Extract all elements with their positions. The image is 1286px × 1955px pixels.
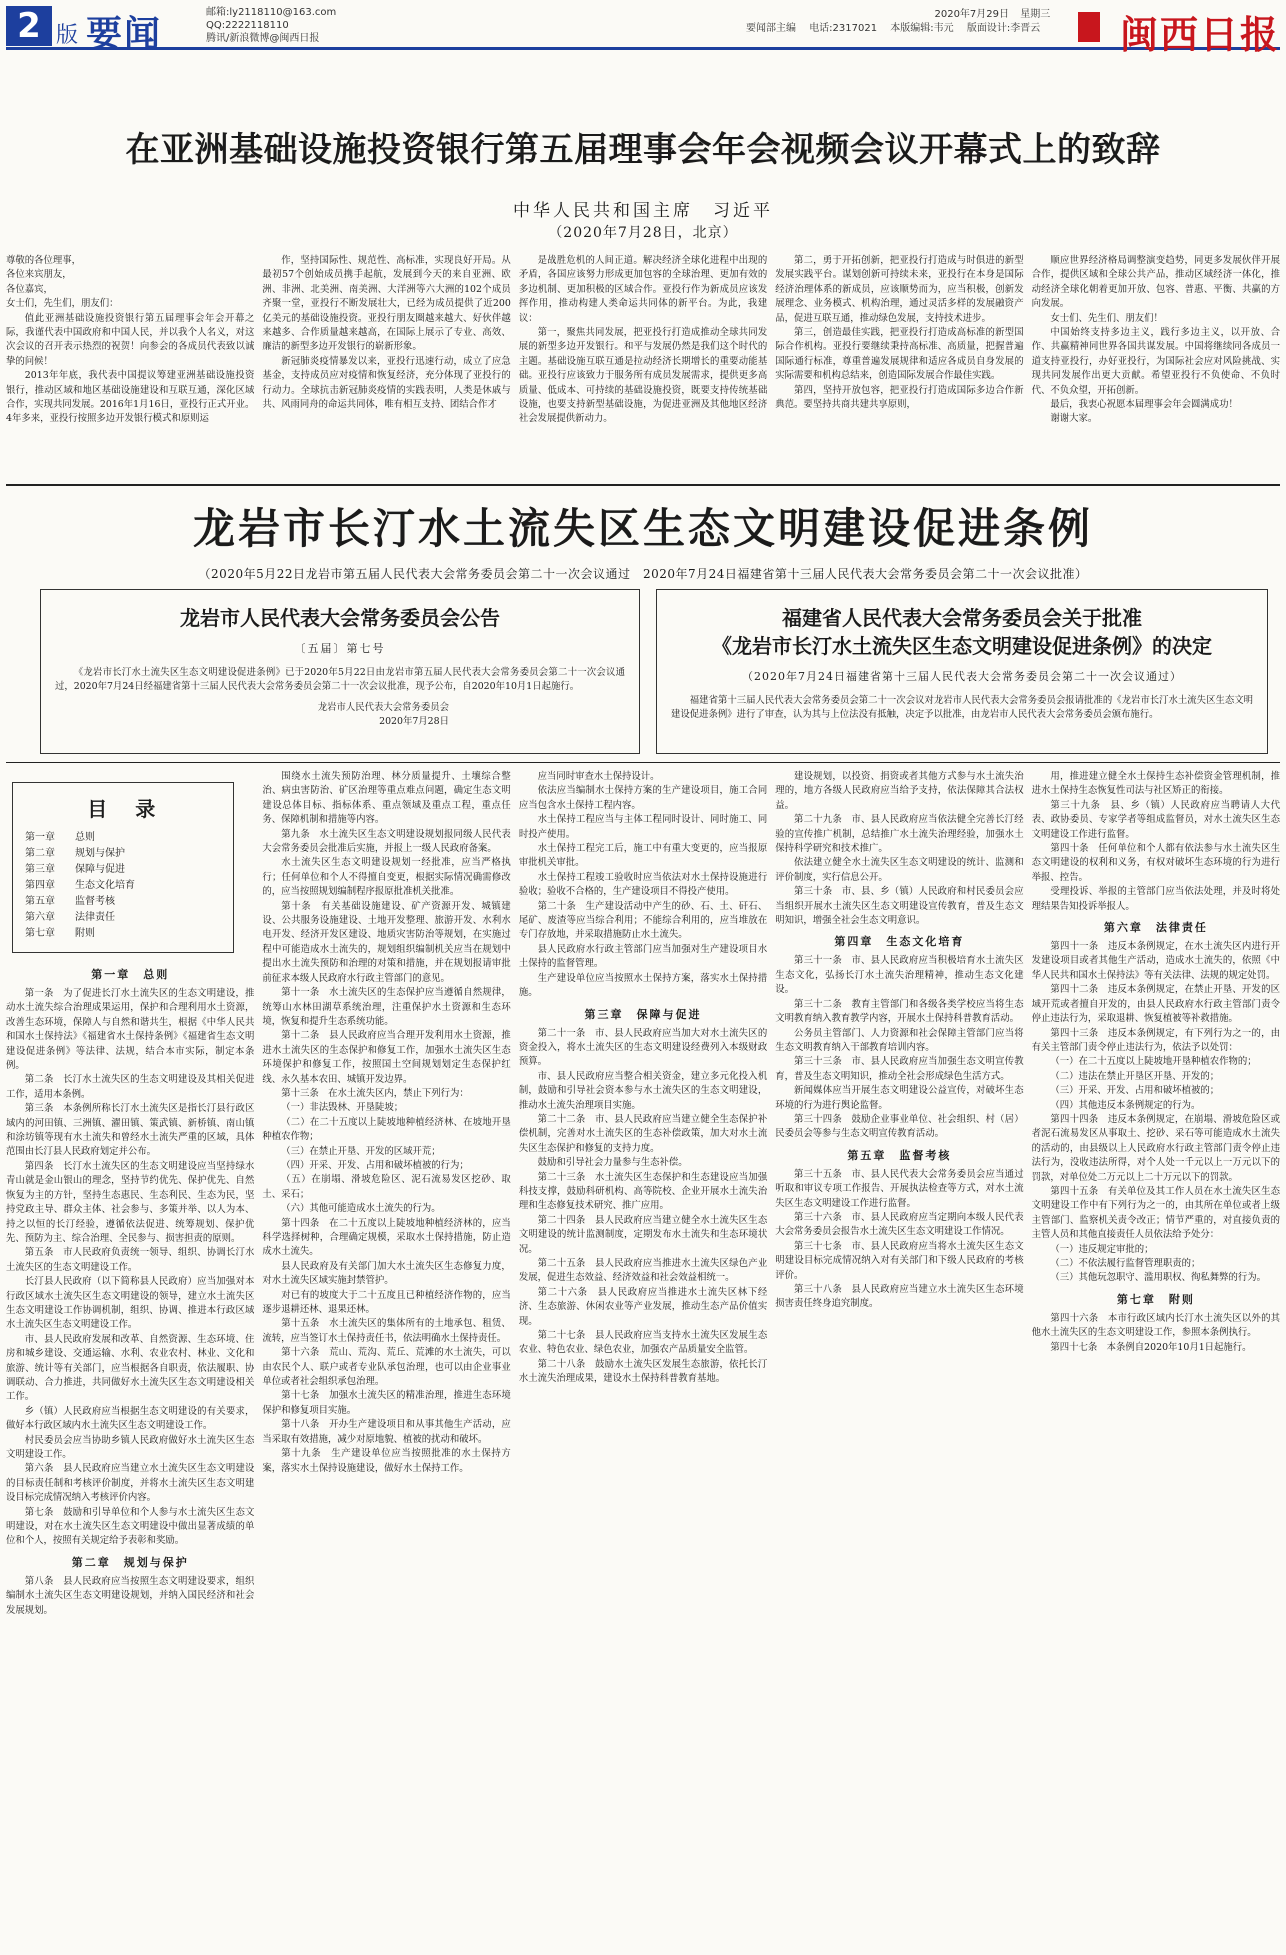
article1-byline: 中华人民共和国主席 习近平 [513,201,773,221]
regulation-column [6,770,254,1950]
toc-item-name: 法律责任 [75,912,115,923]
contact-email: 邮箱:ly2118110@163.com [206,7,337,18]
article-paragraph: 乡（镇）人民政府应当根据生态文明建设的有关要求，做好本行政区域内水土流失区生态文明建设工作。 [6,1405,255,1432]
toc-item-number: 第三章 [25,864,55,875]
speech-column [6,254,254,478]
notice-right-title-2: 《龙岩市长汀水土流失区生态文明建设促进条例》的决定 [712,634,1212,658]
article2-passline: （2020年5月22日龙岩市第五届人民代表大会常务委员会第二十一次会议通过 2020年7月24日福建省第十三届人民代表大会常务委员会第二十一次会议批准） [198,567,1088,581]
article-paragraph: 第六条 县人民政府应当建立水土流失区生态文明建设的目标责任制和考核评价制度，并将水土流失区生态文明建设目标完成情况纳入考核评价内容。 [6,1463,255,1504]
article-paragraph: 用，推进建立健全水土保持生态补偿资金管理机制，推进水土保持生态恢复性司法与社区矫正的衔接。 [1031,771,1281,797]
article-paragraph: 第十九条 生产建设单位应当按照批准的水土保持方案，落实水土保持设施建设，做好水土保持工作。 [262,1448,511,1474]
article-paragraph: 对已有的坡度大于二十五度且已种植经济作物的，应当逐步退耕还林、退果还林。 [262,1289,511,1316]
logo-mark-icon [1078,12,1100,42]
notice-right-sub: （2020年7月24日福建省第十三届人民代表大会常务委员会第二十一次会议通过） [742,670,1182,683]
paragraph: 2013年年底，我代表中国提议筹建亚洲基础设施投资银行，推动区域和地区基础设施建设和互联互通，深化区域合作，实现共同发展。2016年1月16日，亚投行正式开业。4年多来，亚投行按照多边开发银行模式和原则运 [6,370,255,425]
article-paragraph: 水土保持工程竣工验收时应当依法对水土保持设施进行验收；验收不合格的，生产建设项目不得投产使用。 [518,871,768,898]
article-paragraph: 县人民政府及有关部门加大水土流失区生态修复力度，对水土流失区域实施封禁管护。 [262,1260,511,1287]
paragraph: 第一，聚焦共同发展，把亚投行打造成推动全球共同发展的新型多边开发银行。和平与发展仍然是我们这个时代的主题。基础设施互联互通是拉动经济长期增长的重要动能基础。亚投行应该致力于服务所有成员发展需求，提供更多高质量、低成本、可持续的基础设施投资，既要支持传统基础设施，也要支持新型基础设施，为促进亚洲及其他地区经济社会发展提供新动力。 [518,327,768,425]
issue-weekday: 星期三 [1020,9,1051,20]
regulation-column [519,770,767,1950]
article-paragraph: 第二十七条 县人民政府应当支持水土流失区发展生态农业、特色农业、绿色农业，加强农产品质量安全监管。 [518,1330,768,1356]
notice-left-number: 〔五届〕第七号 [294,642,386,655]
toc-item [25,926,221,942]
contact-qq: QQ:2222118110 [206,20,289,31]
chapter-heading: 第六章 法律责任 [1103,921,1208,935]
article-paragraph: 第十六条 荒山、荒沟、荒丘、荒滩的水土流失，可以由农民个人、联户或者专业队承包治理，也可以由企业事业单位或者社会组织承包治理。 [262,1347,511,1388]
speech-column [775,254,1023,478]
notice-right-title-1: 福建省人民代表大会常务委员会关于批准 [782,606,1142,630]
paragraph: 尊敬的各位理事， [6,255,82,266]
issue-date: 2020年7月29日 [934,9,1010,20]
notice-left [40,589,640,754]
article-paragraph: 水土保持工程完工后，施工中有重大变更的，应当报原审批机关审批。 [518,843,768,869]
article-paragraph: （二）违法在禁止开垦区开垦、开发的； [1050,1070,1220,1082]
article-paragraph: 市、县人民政府应当整合相关资金，建立多元化投入机制，鼓励和引导社会资本参与水土流失区的生态文明建设，推动水土流失治理项目实施。 [518,1070,768,1111]
notice-left-body: 《龙岩市长汀水土流失区生态文明建设促进条例》已于2020年5月22日由龙岩市第五届人民代表大会常务委员会第二十一次会议通过，2020年7月24日经福建省第十三届人民代表大会常务委员会第二十一次会议批准，现予公布，自2020年10月1日起施行。 [55,667,625,693]
article-paragraph: 第二十一条 市、县人民政府应当加大对水土流失区的资金投入，将水土流失区的生态文明建设经费列入本级财政预算。 [518,1027,768,1068]
article1-headline: 在亚洲基础设施投资银行第五届理事会年会视频会议开幕式上的致辞 [125,130,1161,170]
article-paragraph: 长汀县人民政府（以下简称县人民政府）应当加强对本行政区域水土流失区生态文明建设的领导，建立水土流失区生态文明建设工作协调机制，组织、协调、推进本行政区域水土流失区生态文明建设工作。 [6,1276,255,1331]
paragraph: 女士们、先生们、朋友们！ [1050,312,1163,324]
chapter-heading: 第四章 生态文化培育 [834,935,965,949]
article-paragraph: （二）在二十五度以上陡坡地种植经济林、在坡地开垦种植农作物； [262,1116,511,1143]
article-paragraph: 第十二条 县人民政府应当合理开发利用水土资源，推进水土流失区的生态保护和修复工作，加强水土流失区生态环境保护和修复工作，按照国土空间规划划定生态保护红线、永久基本农田、城镇开发边界。 [262,1030,511,1085]
article-paragraph: （三）开采、开发、占用和破坏植被的； [1050,1085,1220,1097]
page-number: 2 [6,6,52,46]
speech-column [262,254,510,478]
notice-left-title: 龙岩市人民代表大会常务委员会公告 [180,606,500,630]
regs-divider [6,762,1280,763]
paragraph: 谢谢大家。 [1050,413,1098,425]
table-of-contents [12,782,234,953]
toc-item-number: 第五章 [25,896,55,907]
speech-column [1032,254,1280,478]
article-paragraph: 第七条 鼓励和引导单位和个人参与水土流失区生态文明建设，对在水土流失区生态文明建设中做出显著成绩的单位和个人，按照有关规定给予表彰和奖励。 [6,1506,255,1547]
article-paragraph: 第二十条 生产建设活动中产生的砂、石、土、矸石、尾矿、废渣等应当综合利用；不能综合利用的，应当堆放在专门存放地，并采取措施防止水土流失。 [518,900,768,941]
toc-item-name: 总则 [75,832,95,843]
article-paragraph: 第四十七条 本条例自2020年10月1日起施行。 [1050,1341,1252,1353]
article-paragraph: 第九条 水土流失区生态文明建设规划报同级人民代表大会常务委员会批准后实施，并报上一级人民政府备案。 [262,828,511,855]
article-paragraph: 第四十一条 违反本条例规定，在水土流失区内进行开发建设项目或者其他生产活动，造成水土流失的，依照《中华人民共和国水土保持法》等有关法律、法规的规定处罚。 [1031,941,1281,981]
article-paragraph: 第二十六条 县人民政府应当推进水土流失区林下经济、生态旅游、休闲农业等产业发展，推动生态产品价值实现。 [518,1286,768,1327]
article-paragraph: 鼓励和引导社会力量参与生态补偿。 [537,1157,688,1169]
article-paragraph: 公务员主管部门、人力资源和社会保障主管部门应当将生态文明教育纳入干部教育培训内容。 [775,1027,1024,1053]
article-paragraph: 第四十六条 本市行政区域内长汀水土流失区以外的其他水土流失区的生态文明建设工作，参照本条例执行。 [1031,1312,1281,1339]
article-paragraph: 第三十九条 县、乡（镇）人民政府应当聘请人大代表、政协委员、专家学者等组成监督员，对水土流失区生态文明建设工作进行监督。 [1031,799,1281,840]
article-paragraph: 第三十八条 县人民政府应当建立水土流失区生态环境损害责任终身追究制度。 [775,1284,1024,1310]
paragraph: 第四，坚持开放包容，把亚投行打造成国际多边合作新典范。要坚持共商共建共享原则， [775,384,1024,411]
paragraph: 中国始终支持多边主义，践行多边主义，以开放、合作、共赢精神同世界各国共谋发展。中国将继续同各成员一道支持亚投行，办好亚投行，为国际社会应对风险挑战、实现共同发展作出更大贡献。希望亚投行不负使命、不负时代、不负众望，开拓创新。 [1031,327,1281,396]
toc-item [25,878,221,894]
article-paragraph: 第二十二条 市、县人民政府应当建立健全生态保护补偿机制，完善对水土流失区的生态补偿政策，加大对水土流失区生态保护和修复的支持力度。 [518,1113,768,1154]
article-paragraph: 第三十二条 教育主管部门和各级各类学校应当将生态文明教育纳入教育教学内容，开展水土保持科普教育活动。 [775,998,1024,1025]
article-paragraph: 第十条 有关基础设施建设、矿产资源开发、城镇建设、公共服务设施建设、土地开发整理、旅游开发、水利水电开发、经济开发区建设、地质灾害防治等规划，在实施过程中可能造成水土流失的，规划组织编制机关应当在规划中提出水土流失预防和治理的对策和措施，并在规划报请审批前征求本级人民政府水行政主管部门的意见。 [262,900,511,984]
article-paragraph: 第八条 县人民政府应当按照生态文明建设要求，组织编制水土流失区生态文明建设规划，并纳入国民经济和社会发展规划。 [6,1575,255,1616]
article-paragraph: （五）在崩塌、滑坡危险区、泥石流易发区挖砂、取土、采石； [262,1174,511,1200]
toc-item [25,862,221,878]
toc-item-name: 监督考核 [75,896,115,907]
article-paragraph: 第三十条 市、县、乡（镇）人民政府和村民委员会应当组织开展水土流失区生态文明建设宣传教育，普及生态文明知识，增强全社会生态文明意识。 [775,886,1024,927]
paragraph: 女士们，先生们，朋友们： [6,298,119,310]
paragraph: 各位嘉宾， [6,283,53,295]
article-paragraph: 第十八条 开办生产建设项目和从事其他生产活动，应当采取有效措施，减少对原地貌、植被的扰动和破坏。 [262,1419,511,1445]
chapter-heading: 第五章 监督考核 [847,1148,952,1162]
chapter-heading: 第一章 总则 [91,968,170,981]
article-paragraph: 第四十二条 违反本条例规定，在禁止开垦、开发的区域开荒或者擅自开发的，由县人民政府水行政主管部门责令停止违法行为，采取退耕、恢复植被等补救措施。 [1031,984,1281,1025]
toc-item [25,846,221,862]
article-paragraph: （一）在二十五度以上陡坡地开垦种植农作物的； [1050,1056,1257,1068]
paragraph: 是战胜危机的人间正道。解决经济全球化进程中出现的矛盾，各国应该努力形成更加包容的全球治理、更加有效的多边机制、更加积极的区域合作。亚投行作为新成员应该发挥作用，推动构建人类命运共同体的新平台。为此，我建议： [518,255,768,324]
article-paragraph: （一）违反规定审批的； [1050,1243,1154,1255]
article-paragraph: （一）非法毁林、开垦陡坡； [281,1102,404,1114]
chapter-heading: 第三章 保障与促进 [584,1007,702,1021]
article-paragraph: 第十五条 水土流失区的集体所有的土地承包、租赁、流转，应当签订水土保持责任书，依法明确水土保持责任。 [262,1318,511,1344]
article-paragraph: 第四十三条 违反本条例规定，有下列行为之一的，由有关主管部门责令停止违法行为，依法予以处罚： [1031,1027,1281,1053]
toc-item-number: 第二章 [25,848,55,859]
article-paragraph: 水土流失区生态文明建设规划一经批准，应当严格执行；任何单位和个人不得擅自变更，根据实际情况确需修改的，应当按照规划编制程序报原批准机关批准。 [262,857,511,898]
toc-item-number: 第一章 [25,832,55,843]
paragraph: 作，坚持国际性、规范性、高标准，实现良好开局。从最初57个创始成员携手起航，发展到今天的来自亚洲、欧洲、非洲、北美洲、南美洲、大洋洲等六大洲的102个成员齐聚一堂，亚投行不断发展壮大，已经为成员提供了近200亿美元的基础设施投资。亚投行朋友圈越来越大、好伙伴越来越多、合作质量越来越高，在国际上展示了专业、高效、廉洁的新型多边开发银行的崭新形象。 [262,255,511,353]
section-name: 要闻 [86,14,163,55]
article-paragraph: 第四十五条 有关单位及其工作人员在水土流失区生态文明建设工作中有下列行为之一的，由其所在单位或者上级主管部门、监察机关责令改正；情节严重的，对直接负责的主管人员和其他直接责任人员依法给予处分： [1031,1185,1281,1241]
contact-info [206,6,336,45]
article-paragraph: （二）不依法履行监督管理职责的； [1050,1258,1201,1269]
article-paragraph: 市、县人民政府发展和改革、自然资源、生态环境、住房和城乡建设、交通运输、水利、农业农村、林业、文化和旅游、统计等有关部门，应当根据各自职责，依法履职、协调联动、合力推进，共同做好水土流失区生态文明建设相关工作。 [6,1333,255,1403]
notice-right [656,589,1268,754]
paragraph: 最后，我衷心祝愿本届理事会年会圆满成功！ [1050,399,1238,411]
article-paragraph: 第三条 本条例所称长汀水土流失区是指长汀县行政区域内的河田镇、三洲镇、濯田镇、策武镇、新桥镇、南山镇和涂坊镇等现有水土流失和曾经水土流失严重的区域，具体范围由长汀县人民政府划定并公布。 [6,1103,255,1158]
article-paragraph: 水土保持工程应当与主体工程同时设计、同时施工、同时投产使用。 [518,814,768,840]
paragraph: 各位来宾朋友， [6,269,72,281]
toc-item-name: 生态文化培育 [75,880,135,891]
notice-left-date: 2020年7月28日 [379,716,449,728]
article-paragraph: （六）其他可能造成水土流失的行为。 [281,1203,441,1215]
article-paragraph: 第十一条 水土流失区的生态保护应当遵循自然规律，统筹山水林田湖草系统治理，注重保护水土资源和生态环境，恢复和提升生态系统功能。 [262,987,511,1027]
notice-left-signature: 龙岩市人民代表大会常务委员会 [317,701,449,713]
editor-in-chief: 要闻部主编 [746,23,796,34]
article-paragraph: 建设规划，以投资、捐资或者其他方式参与水土流失治理的，地方各级人民政府应当给予支持，依法保障其合法权益。 [775,771,1024,811]
paragraph: 顺应世界经济格局调整演变趋势，同更多发展伙伴开展合作，提供区域和全球公共产品，推动区域经济一体化，推动经济全球化朝着更加开放、包容、普惠、平衡、共赢的方向发展。 [1031,255,1281,310]
toc-item-name: 规划与保护 [75,848,125,859]
toc-item-number: 第六章 [25,912,55,923]
paragraph: 第二，勇于开拓创新，把亚投行打造成与时俱进的新型发展实践平台。谋划创新可持续未来，亚投行在本身是国际经济治理体系的新成员，应该顺势而为，应当积极，创新发展理念、业务模式、机构治理，通过灵活多样的发展融资产品，促进互联互通，推动绿色发展，支持技术进步。 [775,255,1024,324]
masthead [6,4,1280,57]
phone: 电话:2317021 [809,23,878,34]
paragraph: 新冠肺炎疫情暴发以来，亚投行迅速行动，成立了应急基金，支持成员应对疫情和恢复经济，充分体现了亚投行的行动力。全球抗击新冠肺炎疫情的实践表明，人类是休戚与共、风雨同舟的命运共同体，唯有相互支持、团结合作才 [262,355,511,411]
article-paragraph: （三）在禁止开垦、开发的区域开荒； [281,1145,441,1157]
regulation-column [262,770,510,1950]
speech-body [6,254,1280,478]
toc-item [25,910,221,926]
article-paragraph: 第二十九条 市、县人民政府应当依法健全完善长汀经验的宣传推广机制，总结推广水土流失治理经验，加强水土保持科学研究和技术推广。 [775,814,1024,855]
article-paragraph: 新闻媒体应当开展生态文明建设公益宣传，对破坏生态环境的行为进行舆论监督。 [775,1085,1024,1111]
toc-item-name: 保障与促进 [75,864,125,875]
article-paragraph: 第四条 长汀水土流失区的生态文明建设应当坚持绿水青山就是金山银山的理念，坚持节约优先、保护优先、自然恢复为主的方针，坚持生态惠民、生态利民、生态为民，坚持党政主导、群众主体、社会参与、多策并举、以人为本、持之以恒的长汀经验，遵循依法促进、统筹规划、保护优先、预防为主、综合治理、全民参与、损害担责的原则。 [6,1160,255,1244]
regulation-column [775,770,1023,1950]
article-paragraph: 第三十六条 市、县人民政府应当定期向本级人民代表大会常务委员会报告水土流失区生态文明建设工作情况。 [775,1211,1024,1238]
page-designer: 版面设计:李晋云 [966,23,1041,34]
contact-weibo: 腾讯/新浪微博@闽西日报 [206,33,320,44]
article-paragraph: 县人民政府水行政主管部门应当加强对生产建设项目水土保持的监督管理。 [518,943,768,970]
regulation-body [6,770,1280,1950]
paragraph: 值此亚洲基础设施投资银行第五届理事会年会开幕之际，我谨代表中国政府和中国人民，并以我个人名义，对这次会议的召开表示热烈的祝贺！向参会的各成员代表致以诚挚的问候！ [6,312,255,367]
page-suffix: 版 [56,23,79,48]
article-paragraph: 围绕水土流失预防治理、林分质量提升、土壤综合整治、病虫害防治、矿区治理等重点难点问题，确定生态文明建设总体目标、指标体系、重点领域及重点工程，重点任务、保障机制和措施等内容。 [262,771,511,826]
article-paragraph: 村民委员会应当协助乡镇人民政府做好水土流失区生态文明建设工作。 [6,1434,255,1460]
section-divider [6,484,1280,486]
speech-column [519,254,767,478]
toc-item [25,830,221,846]
article-paragraph: 第三十七条 市、县人民政府应当将水土流失区生态文明建设目标完成情况纳入对有关部门和下级人民政府的考核评价。 [775,1240,1024,1281]
page-editor: 本版编辑:韦元 [890,23,954,34]
publication-info [746,8,1050,36]
article-paragraph: 第二十五条 县人民政府应当推进水土流失区绿色产业发展，促进生态效益、经济效益和社会效益相统一。 [518,1258,768,1284]
article-paragraph: 第十四条 在二十五度以上陡坡地种植经济林的，应当科学选择树种，合理确定规模，采取水土保持措施，防止造成水土流失。 [262,1217,511,1258]
article-paragraph: 第三十三条 市、县人民政府应当加强生态文明宣传教育，普及生态文明知识，推动全社会形成绿色生活方式。 [775,1056,1024,1082]
paragraph: 第三，创造最佳实践，把亚投行打造成高标准的新型国际合作机构。亚投行要继续秉持高标准、高质量，把握普遍国际通行标准，尊重普遍发展规律和适应各成员自身发展的实际需要和机构总结来，创造国际发展合作最佳实践。 [775,327,1024,382]
article-paragraph: 依法建立健全水土流失区生态文明建设的统计、监测和评价制度，实行信息公开。 [775,857,1024,883]
article-paragraph: 依法应当编制水土保持方案的生产建设项目，施工合同应当包含水土保持工程内容。 [518,785,768,811]
article-paragraph: （四）开采、开发、占用和破坏植被的行为； [281,1159,469,1171]
article-paragraph: 第五条 市人民政府负责统一领导、组织、协调长汀水土流失区的生态文明建设工作。 [6,1247,255,1273]
article-paragraph: 第一条 为了促进长汀水土流失区的生态文明建设，推动水土流失综合治理成果运用，保护和合理利用水土资源，改善生态环境，保障人与自然和谐共生，根据《中华人民共和国水土保持法》《福建省水土保持条例》《福建省生态文明建设促进条例》等法律、法规，结合本市实际，制定本条例。 [6,988,255,1072]
notice-right-body: 福建省第十三届人民代表大会常务委员会第二十一次会议对龙岩市人民代表大会常务委员会报请批准的《龙岩市长汀水土流失区生态文明建设促进条例》进行了审查，认为其与上位法没有抵触，决定予以批准，由龙岩市人民代表大会常务委员会颁布施行。 [671,695,1253,721]
toc-item-number: 第四章 [25,880,55,891]
article-paragraph: 第二十八条 鼓励水土流失区发展生态旅游，依托长汀水土流失治理成果，建设水土保持科普教育基地。 [518,1358,768,1385]
article-paragraph: 第二十三条 水土流失区生态保护和生态建设应当加强科技支撑，鼓励科研机构、高等院校、企业开展水土流失治理和生态修复技术研究、推广应用。 [518,1171,768,1212]
article2-headline: 龙岩市长汀水土流失区生态文明建设促进条例 [192,504,1093,553]
article-paragraph: 第四十条 任何单位和个人都有依法参与水土流失区生态文明建设的权利和义务，有权对破坏生态环境的行为进行举报、控告。 [1031,843,1281,883]
article-paragraph: 第二条 长汀水土流失区的生态文明建设及其相关促进工作，适用本条例。 [6,1074,255,1100]
toc-item-name: 附则 [75,928,95,939]
toc-item [25,894,221,910]
article1-dateline: （2020年7月28日，北京） [548,225,738,241]
article-paragraph: （四）其他违反本条例规定的行为。 [1050,1099,1201,1111]
regulation-column [1032,770,1280,1950]
article-paragraph: 第二十四条 县人民政府应当建立健全水土流失区生态文明建设的统计监测制度，定期发布水土流失和生态环境状况。 [518,1214,768,1255]
article-paragraph: 第三十四条 鼓励企业事业单位、社会组织、村（居）民委员会等参与生态文明宣传教育活动。 [775,1113,1024,1140]
toc-title: 目 录 [87,797,160,821]
article-paragraph: 应当同时审查水土保持设计。 [537,771,660,782]
article-paragraph: 第四十四条 违反本条例规定，在崩塌、滑坡危险区或者泥石流易发区从事取土、挖砂、采石等可能造成水土流失的活动的，由县级以上人民政府水行政主管部门责令停止违法行为，没收违法所得，对个人处一千元以上一万元以下的罚款，对单位处二万元以上二十万元以下的罚款。 [1031,1113,1281,1183]
chapter-heading: 第七章 附则 [1116,1292,1195,1306]
toc-item-number: 第七章 [25,928,55,939]
paper-logo: 闽西日报 [1119,12,1280,57]
article-paragraph: 生产建设单位应当按照水土保持方案，落实水土保持措施。 [518,972,768,999]
article-paragraph: 第十七条 加强水土流失区的精准治理，推进生态环境保护和修复项目实施。 [262,1390,511,1416]
article-paragraph: 第十三条 在水土流失区内，禁止下列行为： [281,1087,469,1099]
article-paragraph: 第三十五条 市、县人民代表大会常务委员会应当通过听取和审议专项工作报告、开展执法检查等方式，对水土流失区生态文明建设工作进行监督。 [775,1168,1024,1209]
article-paragraph: 受理投诉、举报的主管部门应当依法处理，并及时将处理结果告知投诉举报人。 [1031,886,1281,912]
chapter-heading: 第二章 规划与保护 [71,1555,189,1569]
article-paragraph: （三）其他玩忽职守、滥用职权、徇私舞弊的行为。 [1050,1272,1267,1284]
article-paragraph: 第三十一条 市、县人民政府应当积极培育水土流失区生态文化，弘扬长汀水土流失治理精神，推动生态文化建设。 [775,955,1024,996]
